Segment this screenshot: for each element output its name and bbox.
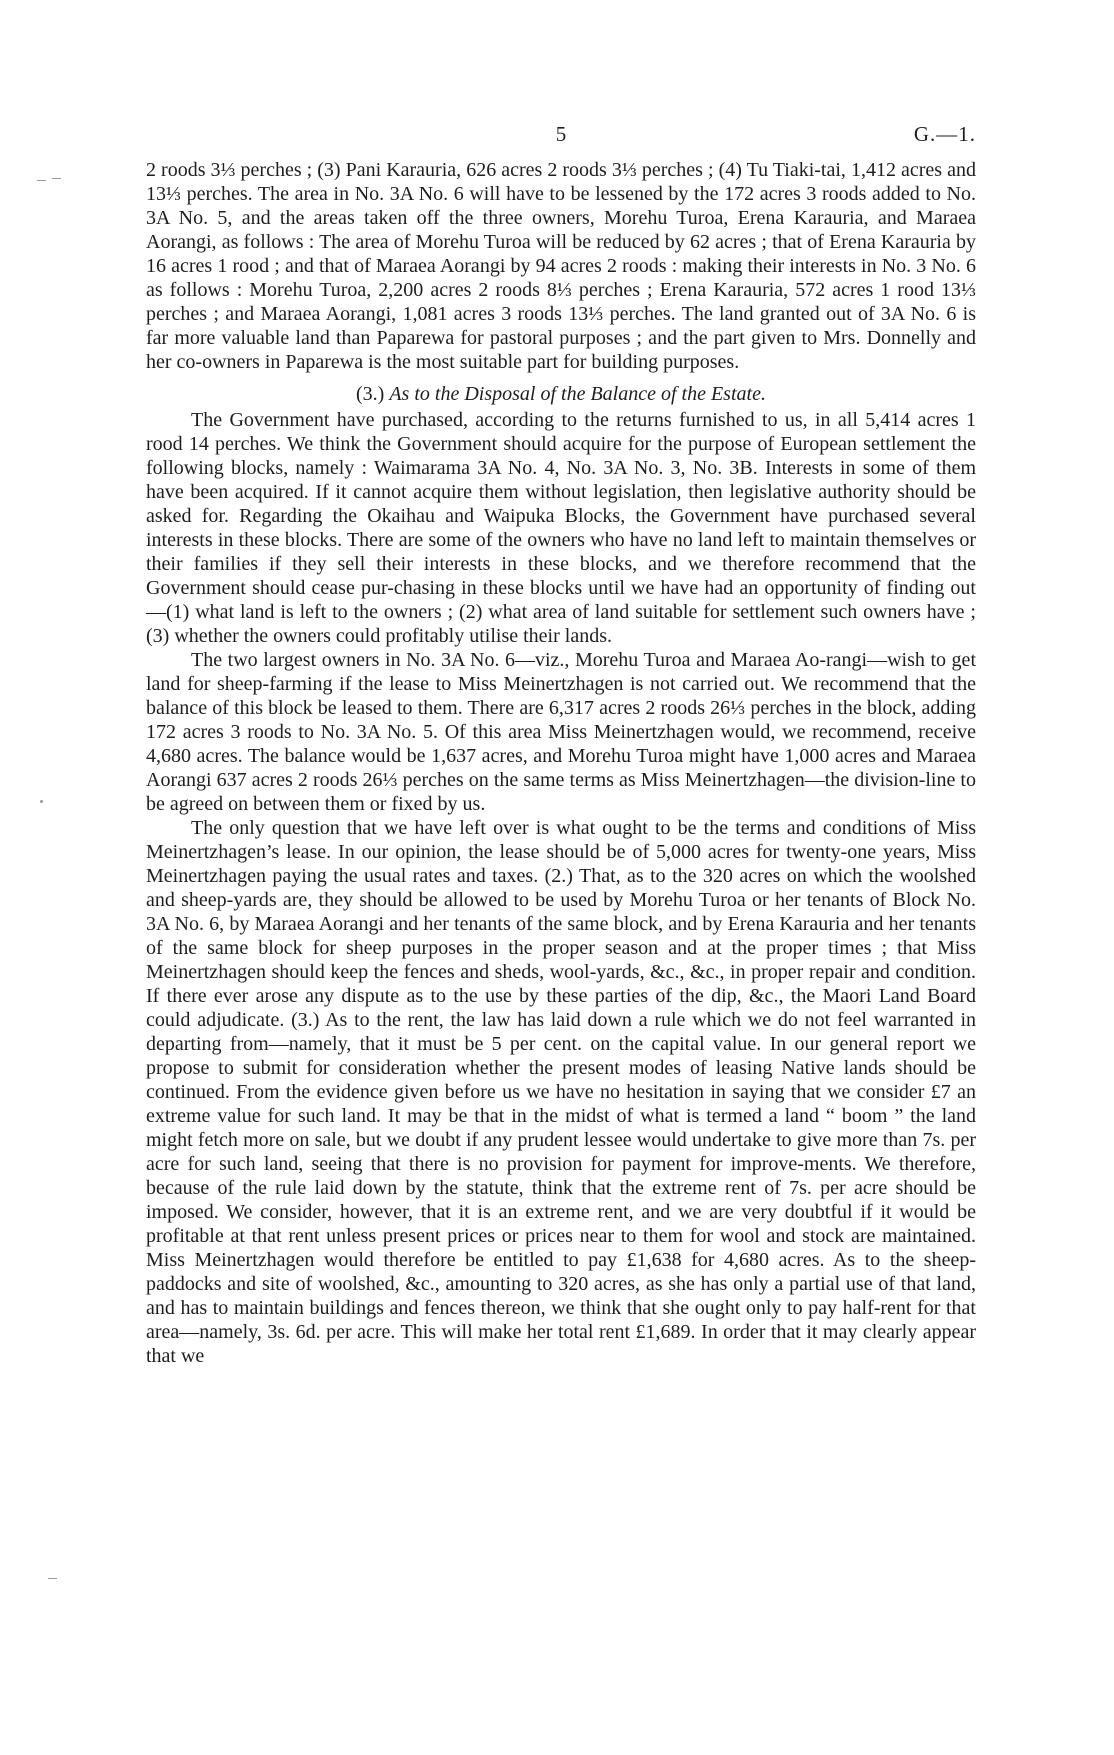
section-heading xyxy=(146,382,976,406)
page-number: 5 xyxy=(555,122,567,146)
paragraph-largest-owners: The two largest owners in No. 3A No. 6—viz., Morehu Turoa and Maraea Ao-rangi—wish to get land for sheep-farming if the lease to Miss Meinertzhagen is not carried out. We recommend that the balance of this block be leased to them. There are 6,317 acres 2 roods 26⅓ perches in the block, adding 172 acres 3 roods to No. 3A No. 5. Of this area Miss Meinertzhagen would, we recommend, receive 4,680 acres. The balance would be 1,637 acres, and Morehu Turoa might have 1,000 acres and Maraea Aorangi 637 acres 2 roods 26⅓ perches on the same terms as Miss Meinertzhagen—the division-line to be agreed on between them or fixed by us. xyxy=(146,649,976,815)
body-text xyxy=(146,158,976,1368)
margin-mark xyxy=(48,1578,57,1579)
margin-mark xyxy=(37,180,46,181)
page-header xyxy=(146,122,976,152)
paragraph-continued: 2 roods 3⅓ perches ; (3) Pani Karauria, 626 acres 2 roods 3⅓ perches ; (4) Tu Tiaki-tai, 1,412 acres and 13⅓ perches. The area in No. 3A No. 6 will have to be lessened by the 172 acres 3 roods added to No. 3A No. 5, and the areas taken off the three owners, Morehu Turoa, Erena Karauria, and Maraea Aorangi, as follows : The area of Morehu Turoa will be reduced by 62 acres ; that of Erena Karauria by 16 acres 1 rood ; and that of Maraea Aorangi by 94 acres 2 roods : making their interests in No. 3 No. 6 as follows : Morehu Turoa, 2,200 acres 2 roods 8⅓ perches ; Erena Karauria, 572 acres 1 rood 13⅓ perches ; and Maraea Aorangi, 1,081 acres 3 roods 13⅓ perches. The land granted out of 3A No. 6 is far more valuable land than Paparewa for pastoral purposes ; and the part given to Mrs. Donnelly and her co-owners in Paparewa is the most suitable part for building purposes. xyxy=(146,159,976,373)
document-reference: G.—1. xyxy=(913,122,976,146)
margin-mark xyxy=(52,178,61,179)
paragraph-government-purchases: The Government have purchased, according to the returns furnished to us, in all 5,414 acres 1 rood 14 perches. We think the Government should acquire for the purpose of European settlement the following blocks, namely : Waimarama 3A No. 4, No. 3A No. 3, No. 3B. Interests in some of them have been acquired. If it cannot acquire them without legislation, then legislative authority should be asked for. Regarding the Okaihau and Waipuka Blocks, the Government have purchased several interests in these blocks. There are some of the owners who have no land left to maintain themselves or their families if they sell their interests in these blocks, and we therefore recommend that the Government should cease pur-chasing in these blocks until we have had an opportunity of finding out—(1) what land is left to the owners ; (2) what area of land suitable for settlement such owners have ; (3) whether the owners could profitably utilise their lands. xyxy=(146,409,976,647)
paragraph-lease-terms: The only question that we have left over is what ought to be the terms and conditions of Miss Meinertzhagen’s lease. In our opinion, the lease should be of 5,000 acres for twenty-one years, Miss Meinertzhagen paying the usual rates and taxes. (2.) That, as to the 320 acres on which the woolshed and sheep-yards are, they should be allowed to be used by Morehu Turoa or her tenants of Block No. 3A No. 6, by Maraea Aorangi and her tenants of the same block, and by Erena Karauria and her tenants of the same block for sheep purposes in the proper season and at the proper times ; that Miss Meinertzhagen should keep the fences and sheds, wool-yards, &c., &c., in proper repair and condition. If there ever arose any dispute as to the use by these parties of the dip, &c., the Maori Land Board could adjudicate. (3.) As to the rent, the law has laid down a rule which we do not feel warranted in departing from—namely, that it must be 5 per cent. on the capital value. In our general report we propose to submit for consideration whether the present modes of leasing Native lands should be continued. From the evidence given before us we have no hesitation in saying that we consider £7 an extreme value for such land. It may be that in the midst of what is termed a land “ boom ” the land might fetch more on sale, but we doubt if any prudent lessee would undertake to give more than 7s. per acre for such land, seeing that there is no provision for payment for improve-ments. We therefore, because of the rule laid down by the statute, think that the extreme rent of 7s. per acre should be imposed. We consider, however, that it is an extreme rent, and we are very doubtful if it would be profitable at that rent unless present prices or prices near to them for wool and stock are maintained. Miss Meinertzhagen would therefore be entitled to pay £1,638 for 4,680 acres. As to the sheep-paddocks and site of woolshed, &c., amounting to 320 acres, as she has only a partial use of that land, and has to maintain buildings and fences thereon, we think that she ought only to pay half-rent for that area—namely, 3s. 6d. per acre. This will make her total rent £1,689. In order that it may clearly appear that we xyxy=(146,817,976,1367)
margin-mark xyxy=(40,800,43,803)
section-heading-title: As to the Disposal of the Balance of the Estate. xyxy=(389,383,766,405)
section-heading-number: (3.) xyxy=(356,383,385,405)
